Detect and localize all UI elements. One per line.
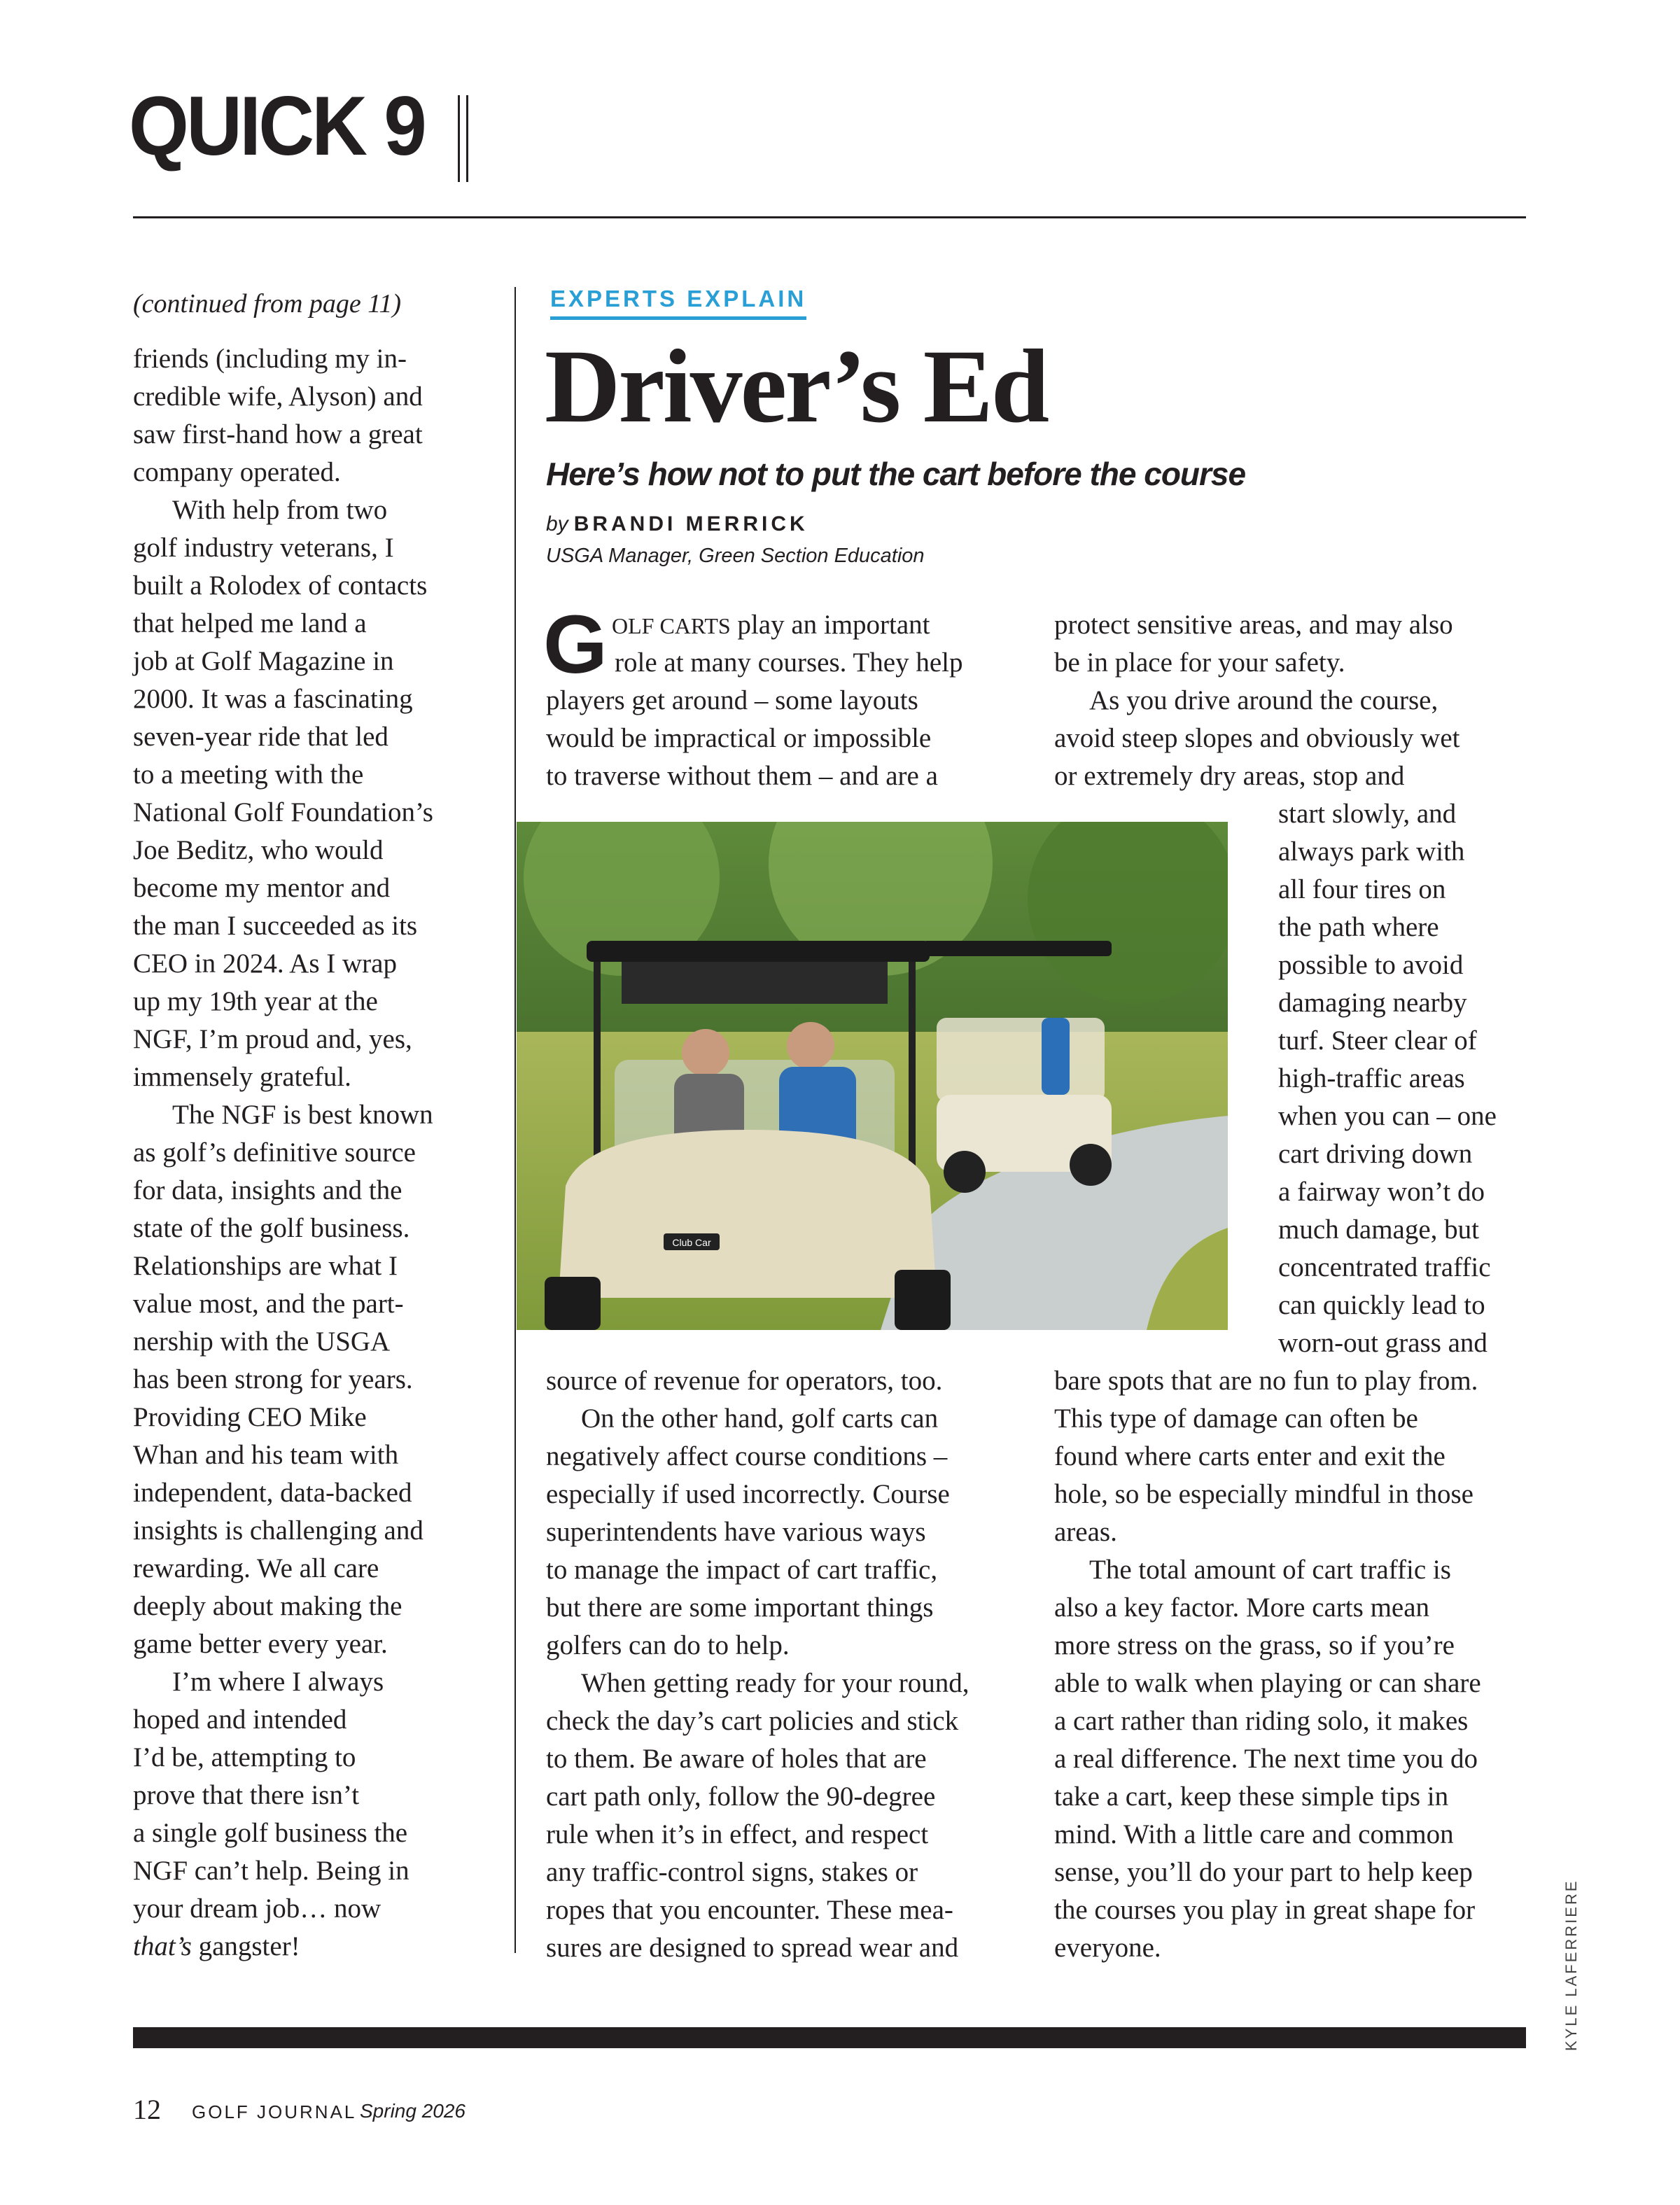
text-line: game better every year. (133, 1629, 388, 1659)
text-line: rewarding. We all care (133, 1553, 379, 1583)
text-line: has been strong for years. (133, 1364, 413, 1394)
text-line: job at Golf Magazine in (133, 646, 394, 676)
text-line: more stress on the grass, so if you’re (1054, 1630, 1455, 1660)
continued-note: (continued from page 11) (133, 289, 402, 318)
text-line: hoped and intended (133, 1704, 347, 1735)
text-line: become my mentor and (133, 873, 391, 903)
drop-cap: G (543, 598, 608, 691)
lead-smallcaps: OLF CARTS (612, 613, 731, 638)
text-line: built a Rolodex of contacts (133, 570, 428, 601)
text-line: deeply about making the (133, 1591, 402, 1621)
text-line: avoid steep slopes and obviously wet (1054, 723, 1460, 753)
text-line: always park with (1278, 836, 1465, 867)
text-line: your dream job… now (133, 1893, 382, 1924)
text-line: I’d be, attempting to (133, 1742, 356, 1772)
text-line: prove that there isn’t (133, 1780, 360, 1810)
text-line: up my 19th year at the (133, 986, 378, 1016)
text-line: rule when it’s in effect, and respect (546, 1819, 929, 1849)
text-line: take a cart, keep these simple tips in (1054, 1782, 1449, 1812)
text-line: cart path only, follow the 90-degree (546, 1782, 936, 1812)
text-line: to manage the impact of cart traffic, (546, 1555, 938, 1585)
text-line: friends (including my in- (133, 344, 407, 374)
page-number: 12 (133, 2094, 161, 2125)
text-line: insights is challenging and (133, 1516, 424, 1546)
text-line: golfers can do to help. (546, 1630, 790, 1660)
text-line: The total amount of cart traffic is (1089, 1555, 1451, 1585)
text-line: superintendents have various ways (546, 1517, 926, 1547)
author-role: USGA Manager, Green Section Education (546, 545, 925, 567)
text-line: mind. With a little care and common (1054, 1819, 1454, 1849)
section-title: QUICK 9 (129, 79, 425, 173)
text-line: Joe Beditz, who would (133, 835, 384, 865)
text-line: CEO in 2024. As I wrap (133, 948, 397, 979)
text-line: NGF, I’m proud and, yes, (133, 1024, 412, 1054)
text-line: be in place for your safety. (1054, 648, 1345, 678)
text-line: but there are some important things (546, 1592, 934, 1623)
text-line: turf. Steer clear of (1278, 1026, 1477, 1056)
text-line: when you can – one (1278, 1101, 1497, 1131)
text-line: This type of damage can often be (1054, 1404, 1418, 1434)
text-line: NGF can’t help. Being in (133, 1856, 410, 1886)
lead-text: play an important (730, 610, 930, 640)
text-line: With help from two (172, 495, 388, 525)
text-line: On the other hand, golf carts can (581, 1404, 939, 1434)
text-line: that helped me land a (133, 608, 367, 638)
cart-logo: Club Car (672, 1237, 711, 1248)
text-line: When getting ready for your round, (581, 1668, 969, 1698)
footer-bar (133, 2027, 1526, 2048)
text-line: start slowly, and (1278, 799, 1457, 829)
text-line: company operated. (133, 457, 341, 487)
article-dek: Here’s how not to put the cart before the course (546, 456, 1246, 492)
article-title: Driver’s Ed (545, 328, 1048, 444)
text-line: would be impractical or impossible (546, 723, 932, 753)
text-line: the courses you play in great shape for (1054, 1895, 1476, 1925)
text-line: protect sensitive areas, and may also (1054, 610, 1453, 640)
text-line: nership with the USGA (133, 1326, 391, 1357)
text-line: everyone. (1054, 1933, 1161, 1963)
text-line: the man I succeeded as its (133, 911, 418, 941)
text-line: to traverse without them – and are a (546, 761, 938, 791)
text-line: The NGF is best known (172, 1100, 433, 1130)
text-line: for data, insights and the (133, 1175, 402, 1205)
text-line: or extremely dry areas, stop and (1054, 761, 1405, 791)
text-line: possible to avoid (1278, 950, 1464, 980)
byline-by: by (546, 512, 568, 536)
header-rule (133, 216, 1526, 218)
text-line: golf industry veterans, I (133, 533, 394, 563)
text-line: seven-year ride that led (133, 722, 388, 752)
text-line: to a meeting with the (133, 760, 364, 790)
text-line: hole, so be especially mindful in those (1054, 1479, 1474, 1509)
issue-date: Spring 2026 (360, 2100, 466, 2122)
text-line: source of revenue for operators, too. (546, 1366, 943, 1396)
text-line: cart driving down (1278, 1139, 1473, 1169)
text-line: any traffic-control signs, stakes or (546, 1857, 918, 1887)
text-line: negatively affect course conditions – (546, 1441, 948, 1471)
text-line: credible wife, Alyson) and (133, 382, 423, 412)
byline (546, 512, 808, 536)
text-line: I’m where I always (172, 1667, 384, 1697)
text-line: 2000. It was a fascinating (133, 684, 413, 714)
text-line: saw first-hand how a great (133, 419, 423, 449)
author-name: BRANDI MERRICK (573, 512, 808, 536)
text-line: found where carts enter and exit the (1054, 1441, 1446, 1471)
text-line: worn-out grass and (1278, 1328, 1488, 1358)
text-line: bare spots that are no fun to play from. (1054, 1366, 1478, 1396)
text-line: Whan and his team with (133, 1440, 399, 1470)
golf-carts-photo (517, 822, 1228, 1330)
text-line: to them. Be aware of holes that are (546, 1744, 927, 1774)
text-line: as golf’s definitive source (133, 1138, 416, 1168)
text-line: a real difference. The next time you do (1054, 1744, 1478, 1774)
text-line: sense, you’ll do your part to help keep (1054, 1857, 1473, 1887)
text-line: National Golf Foundation’s (133, 797, 433, 827)
text-line: damaging nearby (1278, 988, 1467, 1018)
italic-word: that’s (133, 1931, 192, 1961)
text-line: able to walk when playing or can share (1054, 1668, 1481, 1698)
text-line: immensely grateful. (133, 1062, 351, 1092)
text-line: a cart rather than riding solo, it makes (1054, 1706, 1469, 1736)
text-line: can quickly lead to (1278, 1290, 1485, 1320)
text-line: role at many courses. They help (615, 648, 963, 678)
text-line: independent, data-backed (133, 1478, 412, 1508)
text-line: Relationships are what I (133, 1251, 398, 1281)
text-line: areas. (1054, 1517, 1117, 1547)
article-kicker: EXPERTS EXPLAIN (550, 286, 806, 320)
text-line: value most, and the part- (133, 1289, 404, 1319)
header-double-bar (458, 95, 460, 182)
text-line: state of the golf business. (133, 1213, 410, 1243)
magazine-name: GOLF JOURNAL (192, 2101, 357, 2122)
text-line: especially if used incorrectly. Course (546, 1479, 950, 1509)
header-double-bar (466, 95, 468, 182)
column-divider (514, 287, 516, 1953)
text-line: much damage, but (1278, 1214, 1479, 1245)
text-fragment: gangster! (191, 1931, 300, 1961)
text-line: sures are designed to spread wear and (546, 1933, 959, 1963)
text-line: also a key factor. More carts mean (1054, 1592, 1430, 1623)
text-line: As you drive around the course, (1089, 685, 1438, 715)
text-line: all four tires on (1278, 874, 1446, 904)
text-line: the path where (1278, 912, 1439, 942)
text-line: a fairway won’t do (1278, 1177, 1485, 1207)
article-first-line (612, 606, 930, 645)
text-line: ropes that you encounter. These mea- (546, 1895, 953, 1925)
text-line (133, 1928, 300, 1966)
photo-credit: KYLE LAFERRIERE (1562, 1879, 1580, 2051)
text-line: players get around – some layouts (546, 685, 918, 715)
text-line: check the day’s cart policies and stick (546, 1706, 959, 1736)
text-line: a single golf business the (133, 1818, 408, 1848)
text-line: high-traffic areas (1278, 1063, 1465, 1093)
text-line: concentrated traffic (1278, 1252, 1491, 1282)
text-line: Providing CEO Mike (133, 1402, 367, 1432)
